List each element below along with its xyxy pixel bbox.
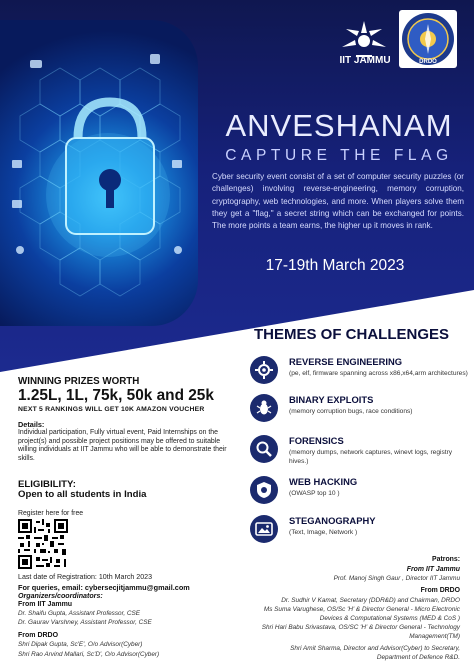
patrons-from-iit: From IIT Jammu bbox=[406, 566, 460, 573]
last-date-registration: Last date of Registration: 10th March 2023 bbox=[18, 573, 153, 581]
theme-detail: (OWASP top 10 ) bbox=[289, 490, 340, 497]
themes-title: THEMES OF CHALLENGES bbox=[254, 326, 450, 343]
theme-name: FORENSICS bbox=[289, 435, 344, 446]
patrons-from-drdo: From DRDO bbox=[420, 587, 460, 594]
organizer-iit-1: Dr. Shaifu Gupta, Assistant Professor, CSE bbox=[18, 610, 141, 617]
cyber-lock-hero-image bbox=[0, 20, 198, 326]
theme-detail: (memory corruption bugs, race conditions) bbox=[289, 408, 413, 415]
eligibility-heading: ELIGIBILITY: bbox=[18, 479, 76, 490]
theme-name: STEGANOGRAPHY bbox=[289, 515, 376, 526]
bug-icon bbox=[250, 394, 278, 422]
theme-detail: (memory dumps, network captures, winevt logs, registry hives.) bbox=[289, 449, 453, 465]
patron-drdo-line: Shri Hari Babu Srivastava, OS/SC 'H' & Director General - Technology bbox=[261, 624, 460, 631]
event-description: Cyber security event consist of a set of computer security puzzles (or challenges) involving reverse-engineering, memory corruption, cryptography, web technologies, and more. When players solve them they get a "flag," a secret string which can be exchanged for points. The more points a team earns, the higher up it moves in rank. bbox=[212, 172, 464, 231]
eligibility-value: Open to all students in India bbox=[18, 489, 147, 500]
details-heading: Details: bbox=[18, 420, 45, 429]
prizes-values: 1.25L, 1L, 75k, 50k and 25k bbox=[18, 387, 214, 404]
organizers-from-drdo: From DRDO bbox=[18, 632, 59, 639]
magnifier-icon bbox=[250, 435, 278, 463]
patron-drdo-line: Management(TM) bbox=[409, 633, 460, 640]
drdo-logo-text: DRDO bbox=[419, 59, 437, 65]
organizers-heading: Organizers/coordinators: bbox=[18, 592, 103, 600]
registration-qr-code[interactable] bbox=[18, 519, 68, 569]
organizer-drdo-2: Shri Rao Arvind Mallari, Sc'D', O/o Advisor(Cyber) bbox=[18, 651, 160, 658]
patrons-heading: Patrons: bbox=[432, 556, 460, 563]
shield-icon bbox=[250, 476, 278, 504]
theme-name: WEB HACKING bbox=[289, 476, 358, 487]
theme-detail: (Text, Image, Network ) bbox=[289, 529, 358, 536]
theme-name: REVERSE ENGINEERING bbox=[289, 356, 403, 367]
organizer-iit-2: Dr. Gaurav Varshney, Assistant Professor, CSE bbox=[18, 619, 152, 626]
theme-name: BINARY EXPLOITS bbox=[289, 394, 374, 405]
patron-drdo-line: Dr. Sudhir V Kamat, Secretary (DDR&D) and Chairman, DRDO bbox=[281, 597, 460, 604]
prizes-heading: WINNING PRIZES WORTH bbox=[18, 376, 140, 387]
patron-drdo-line: Ms Suma Varughese, OS/Sc 'H' & Director General - Micro Electronic bbox=[263, 606, 460, 613]
patron-drdo-line: Devices & Computational Systems (MED & CoS ) bbox=[319, 615, 460, 622]
prizes-note: NEXT 5 RANKINGS WILL GET 10K AMAZON VOUCHER bbox=[18, 406, 205, 413]
iit-jammu-name: IIT JAMMU bbox=[339, 55, 391, 66]
event-title: ANVESHANAM bbox=[225, 108, 453, 143]
queries-email[interactable]: For queries, email: cybersecjitjammu@gmail.com bbox=[18, 583, 190, 592]
organizer-drdo-1: Shri Dipak Gupta, Sc'E', O/o Advisor(Cyber) bbox=[18, 641, 143, 648]
organizers-from-iit: From IIT Jammu bbox=[18, 601, 73, 608]
image-icon bbox=[250, 515, 278, 543]
patron-drdo-line: Shri Amit Sharma, Director and Advisor(Cyber) to Secretary, bbox=[290, 645, 460, 652]
details-text: Individual participation, Fully virtual event, Paid Internships on the project(s) and possible project positions may be offered to suitable willing individuals at IIT Jammu who will be able to demonstrate their skills. bbox=[18, 429, 227, 462]
patron-drdo-line: Department of Defence R&D. bbox=[376, 654, 460, 661]
drdo-logo bbox=[399, 10, 457, 68]
event-subtitle: CAPTURE THE FLAG bbox=[225, 147, 453, 164]
event-date: 17-19th March 2023 bbox=[265, 257, 405, 274]
theme-detail: (pe, elf, firmware spanning across x86,x64,arm architectures) bbox=[289, 370, 468, 377]
register-label: Register here for free bbox=[18, 510, 84, 517]
patron-iit: Prof. Manoj Singh Gaur , Director IIT Jammu bbox=[333, 575, 460, 582]
gear-icon bbox=[250, 356, 278, 384]
